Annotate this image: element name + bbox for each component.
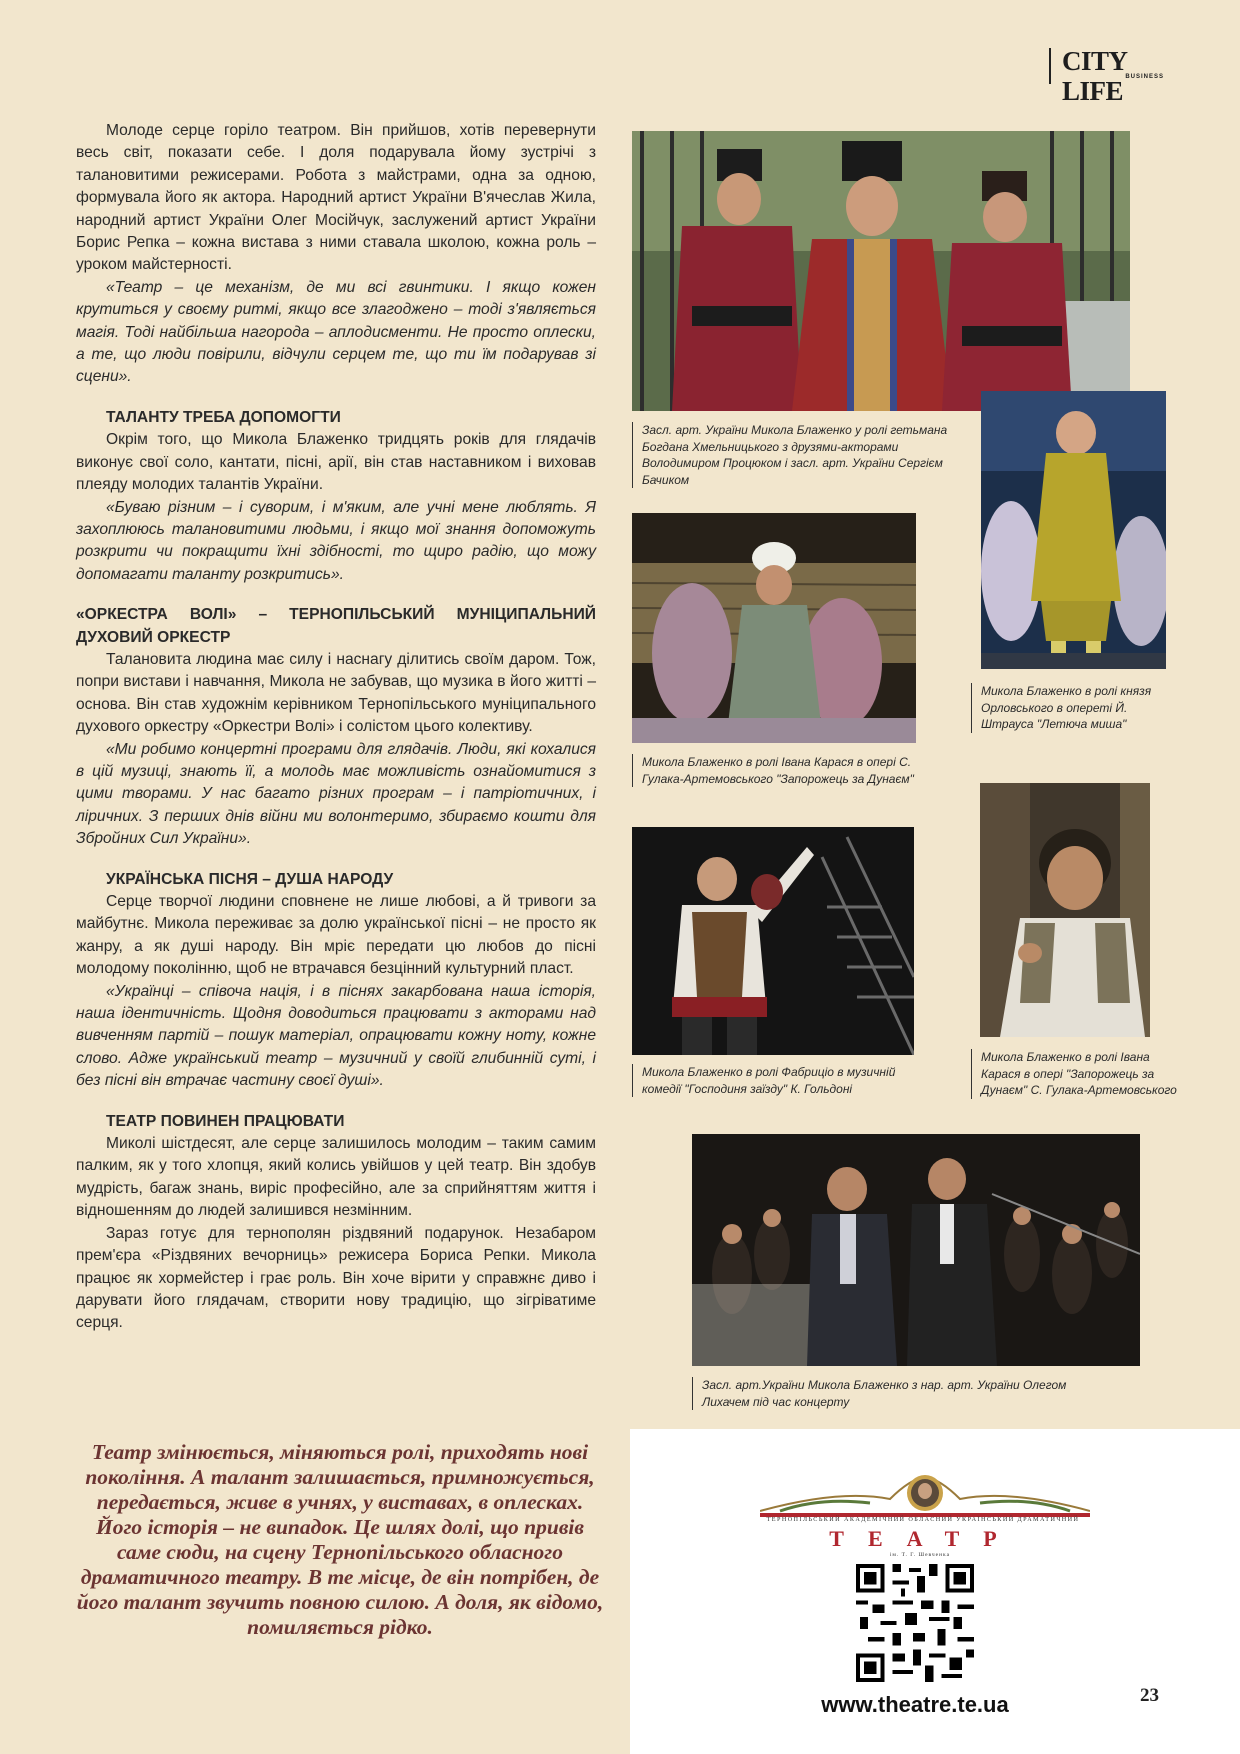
section-text: Серце творчої людини сповнене не лише любові, а й тривоги за майбутнє. Микола переживає за долю української пісні – не просто як жанру, а як душі народу. Він мріє передати цю любов до пісні молодому поколінню, щоб не втрачався безцінний культурний пласт. [76, 893, 596, 978]
website-link[interactable]: www.theatre.te.ua [821, 1692, 1009, 1717]
photo-concert [692, 1134, 1140, 1366]
section-text: Талановита людина має силу і наснагу ділитись своїм даром. Тож, попри вистави і навчання, Микола не забував, що музика в його житті – основа. Він став художнім керівником Тернопільського муніципального духового оркестру «Оркестри Волі» і солістом цього колективу. [76, 650, 596, 736]
theatre-word: ТЕАТР [829, 1526, 1021, 1551]
section-text: Миколі шістдесят, але серце залишилось молодим – таким самим палким, як у того хлопця, який колись увійшов у цей театр. Він здобув мудрість, багаж знань, виріс професійно, але за сприйняттям життя і відношенням до людей залишився незмінним. [76, 1135, 596, 1220]
intro-paragraph: Молоде серце горіло театром. Він прийшов, хотів перевернути весь світ, показати себе. І доля подарувала йому зустрічі з талановитими режисерами. Робота з майстрами, одна за одною, формувала його як актора. Народний артист України В'ячеслав Жила, народний артист України Олег Мосійчук, заслужений артист України Борис Репка – кожна вистава з ними ставала школою, кожна роль – уроком майстерності. [76, 122, 596, 274]
qr-code-icon[interactable] [856, 1564, 974, 1682]
theatre-name-sub: ім. Т. Г. Шевченка [889, 1552, 951, 1558]
photo-caption: Засл. арт. України Микола Блаженко у ролі гетьмана Богдана Хмельницького з друзями-акторами Володимиром Процюком і засл. арт. України Сергієм Бачиком [632, 422, 952, 488]
section-quote: «Ми робимо концертні програми для глядачів. Люди, які кохалися в цій музиці, знають її, а молодь має можливість ознайомитися з цими творами. У нас багато різних програм – і патріотичних, і ліричних. З перших днів війни ми волонтеримо, збираємо кошти для Збройних Сил України». [76, 740, 596, 848]
intro-quote: «Театр – це механізм, де ми всі гвинтики. І якщо кожен крутиться у своєму ритмі, якщо все злагоджено – тоді з'являється магія. Тоді найбільша нагорода – аплодисменти. Не просто оплески, а те, що люди повірили, відчули серцем те, що ти їм подарував зі сцени». [76, 278, 596, 386]
photo-caption: Микола Блаженко в ролі Івана Карася в опері С. Гулака-Артемовського "Запорожець за Дунаєм" [632, 754, 922, 787]
photo-orlovsky [981, 391, 1166, 669]
section-quote: «Буваю різним – і суворим, і м'яким, але учні мене люблять. Я захоплююсь талановитими людьми, і якщо мої знання допоможуть розкрити чи покращити їхні здібності, то щиро радію, що можу допомагати таланту розкритись». [76, 498, 596, 583]
section-text: Окрім того, що Микола Блаженко тридцять років для глядачів виконує свої соло, кантати, пісні, арії, він став наставником і виховав плеяду молодих талантів України. [76, 431, 596, 494]
article-text [76, 120, 596, 1335]
section-quote: «Українці – співоча нація, і в піснях закарбована наша історія, наша ідентичність. Щодня доводиться працювати з акторами над вивченням партій – пошук матеріал, опрацювати кожну ноту, кожне слово. Адже український театр – музичний у своїй глибинній суті, і без пісні він втрачає частину своєї душі». [76, 982, 596, 1090]
photo-karas-stage [632, 513, 916, 743]
photo-fabrizio [632, 827, 914, 1055]
theatre-name-small: ТЕРНОПІЛЬСЬКИЙ АКАДЕМІЧНИЙ ОБЛАСНИЙ УКРАЇНСЬКИЙ ДРАМАТИЧНИЙ [766, 1516, 1080, 1523]
section-text-2: Зараз готує для тернополян різдвяний подарунок. Незабаром прем'єра «Різдвяних вечорниць» режисера Бориса Репки. Микола працює як хормейстер і грає роль. Він хоче вірити у справжнє диво і дарувати його глядачам, створити нову традицію, що зігріватиме серця. [76, 1224, 596, 1332]
photo-caption: Микола Блаженко в ролі князя Орловського в опереті Й. Штрауса "Летюча миша" [971, 683, 1181, 733]
theatre-crest-icon [760, 1469, 1090, 1519]
photo-karas-portrait [980, 783, 1150, 1037]
logo-main: CITY LIFE [1062, 46, 1127, 106]
logo-sub: BUSINESS [1125, 74, 1164, 80]
photo-cossacks [632, 131, 1130, 411]
magazine-logo [1062, 46, 1172, 106]
section-heading: УКРАЇНСЬКА ПІСНЯ – ДУША НАРОДУ [106, 870, 394, 888]
pull-quote: Театр змінюється, міняються ролі, приходять нові покоління. А талант залишається, примножується, передається, живе в учнях, у виставах, в оплесках. Його історія – не випадок. Це шлях долі, що привів саме сюди, на сцену Тернопільського обласного драматичного театру. В те місце, де він потрібен, де його талант звучить повною силою. А доля, як відомо, помиляється рідко. [76, 1440, 604, 1639]
header-divider [1049, 48, 1051, 84]
photo-caption: Микола Блаженко в ролі Фабриціо в музичній комедії "Господиня заїзду" К. Гольдоні [632, 1064, 922, 1097]
section-heading: «ОРКЕСТРА ВОЛІ» – ТЕРНОПІЛЬСЬКИЙ МУНІЦИПАЛЬНИЙ ДУХОВИЙ ОРКЕСТР [76, 606, 596, 646]
photo-caption: Засл. арт.України Микола Блаженко з нар. арт. України Олегом Лихачем під час концерту [692, 1377, 1102, 1410]
page-number: 23 [1140, 1685, 1159, 1706]
section-heading: ТАЛАНТУ ТРЕБА ДОПОМОГТИ [106, 408, 341, 426]
section-heading: ТЕАТР ПОВИНЕН ПРАЦЮВАТИ [106, 1112, 345, 1130]
photo-caption: Микола Блаженко в ролі Івана Карася в опері "Запорожець за Дунаєм" С. Гулака-Артемовського [971, 1049, 1181, 1099]
